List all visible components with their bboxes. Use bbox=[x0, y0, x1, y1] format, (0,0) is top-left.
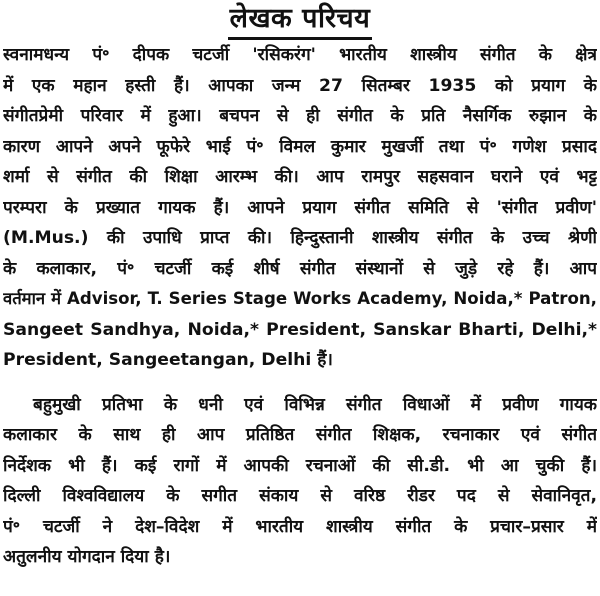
paragraph-author-intro bbox=[3, 40, 597, 376]
text-line: Sangeet Sandhya, Noida,* President, Sanskar Bharti, Delhi,* bbox=[3, 319, 597, 340]
text-line: के कलाकार, पं॰ चटर्जी कई शीर्ष संगीत संस्थानों से जुड़े रहे हैं। आप bbox=[3, 258, 597, 279]
text-line: परम्परा के प्रख्यात गायक हैं। आपने प्रयाग संगीत समिति से 'संगीत प्रवीण' bbox=[3, 197, 597, 218]
text-line: पं॰ चटर्जी ने देश–विदेश में भारतीय शास्त्रीय संगीत के प्रचार–प्रसार में bbox=[3, 516, 597, 537]
title-block bbox=[3, 2, 597, 40]
text-line: शर्मा से संगीत की शिक्षा आरम्भ की। आप रामपुर सहसवान घराने एवं भट्ट bbox=[3, 167, 597, 187]
text-line: स्वनामधन्य पं॰ दीपक चटर्जी 'रसिकरंग' भारतीय शास्त्रीय संगीत के क्षेत्र bbox=[3, 45, 597, 65]
text-line: संगीतप्रेमी परिवार में हुआ। बचपन से ही संगीत के प्रति नैसर्गिक रुझान के bbox=[3, 106, 597, 126]
paragraph-author-achievements bbox=[3, 390, 597, 573]
text-line: अतुलनीय योगदान दिया है। bbox=[3, 547, 171, 567]
text-line: (M.Mus.) की उपाधि प्राप्त की। हिन्दुस्तानी शास्त्रीय संगीत के उच्च श्रेणी bbox=[3, 228, 597, 248]
text-line: President, Sangeetangan, Delhi हैं। bbox=[3, 350, 333, 370]
text-line: कारण आपने अपने फूफेरे भाई पं॰ विमल कुमार मुखर्जी तथा पं॰ गणेश प्रसाद bbox=[3, 136, 597, 157]
page-title: लेखक परिचय bbox=[228, 2, 373, 40]
text-line: वर्तमान में Advisor, T. Series Stage Works Academy, Noida,* Patron, bbox=[3, 289, 597, 308]
paragraph-gap bbox=[3, 376, 597, 390]
text-line: में एक महान हस्ती हैं। आपका जन्म 27 सितम्बर 1935 को प्रयाग के bbox=[3, 75, 597, 96]
text-line: दिल्ली विश्वविद्यालय के सगीत संकाय से वरिष्ठ रीडर पद से सेवानिवृत, bbox=[3, 486, 597, 506]
text-line: कलाकार के साथ ही आप प्रतिष्ठित संगीत शिक्षक, रचनाकार एवं संगीत bbox=[3, 425, 597, 445]
text-line: निर्देशक भी हैं। कई रागों में आपकी रचनाओं की सी.डी. भी आ चुकी हैं। bbox=[3, 455, 597, 476]
text-line: बहुमुखी प्रतिभा के धनी एवं विभिन्न संगीत विधाओं में प्रवीण गायक bbox=[33, 394, 597, 415]
